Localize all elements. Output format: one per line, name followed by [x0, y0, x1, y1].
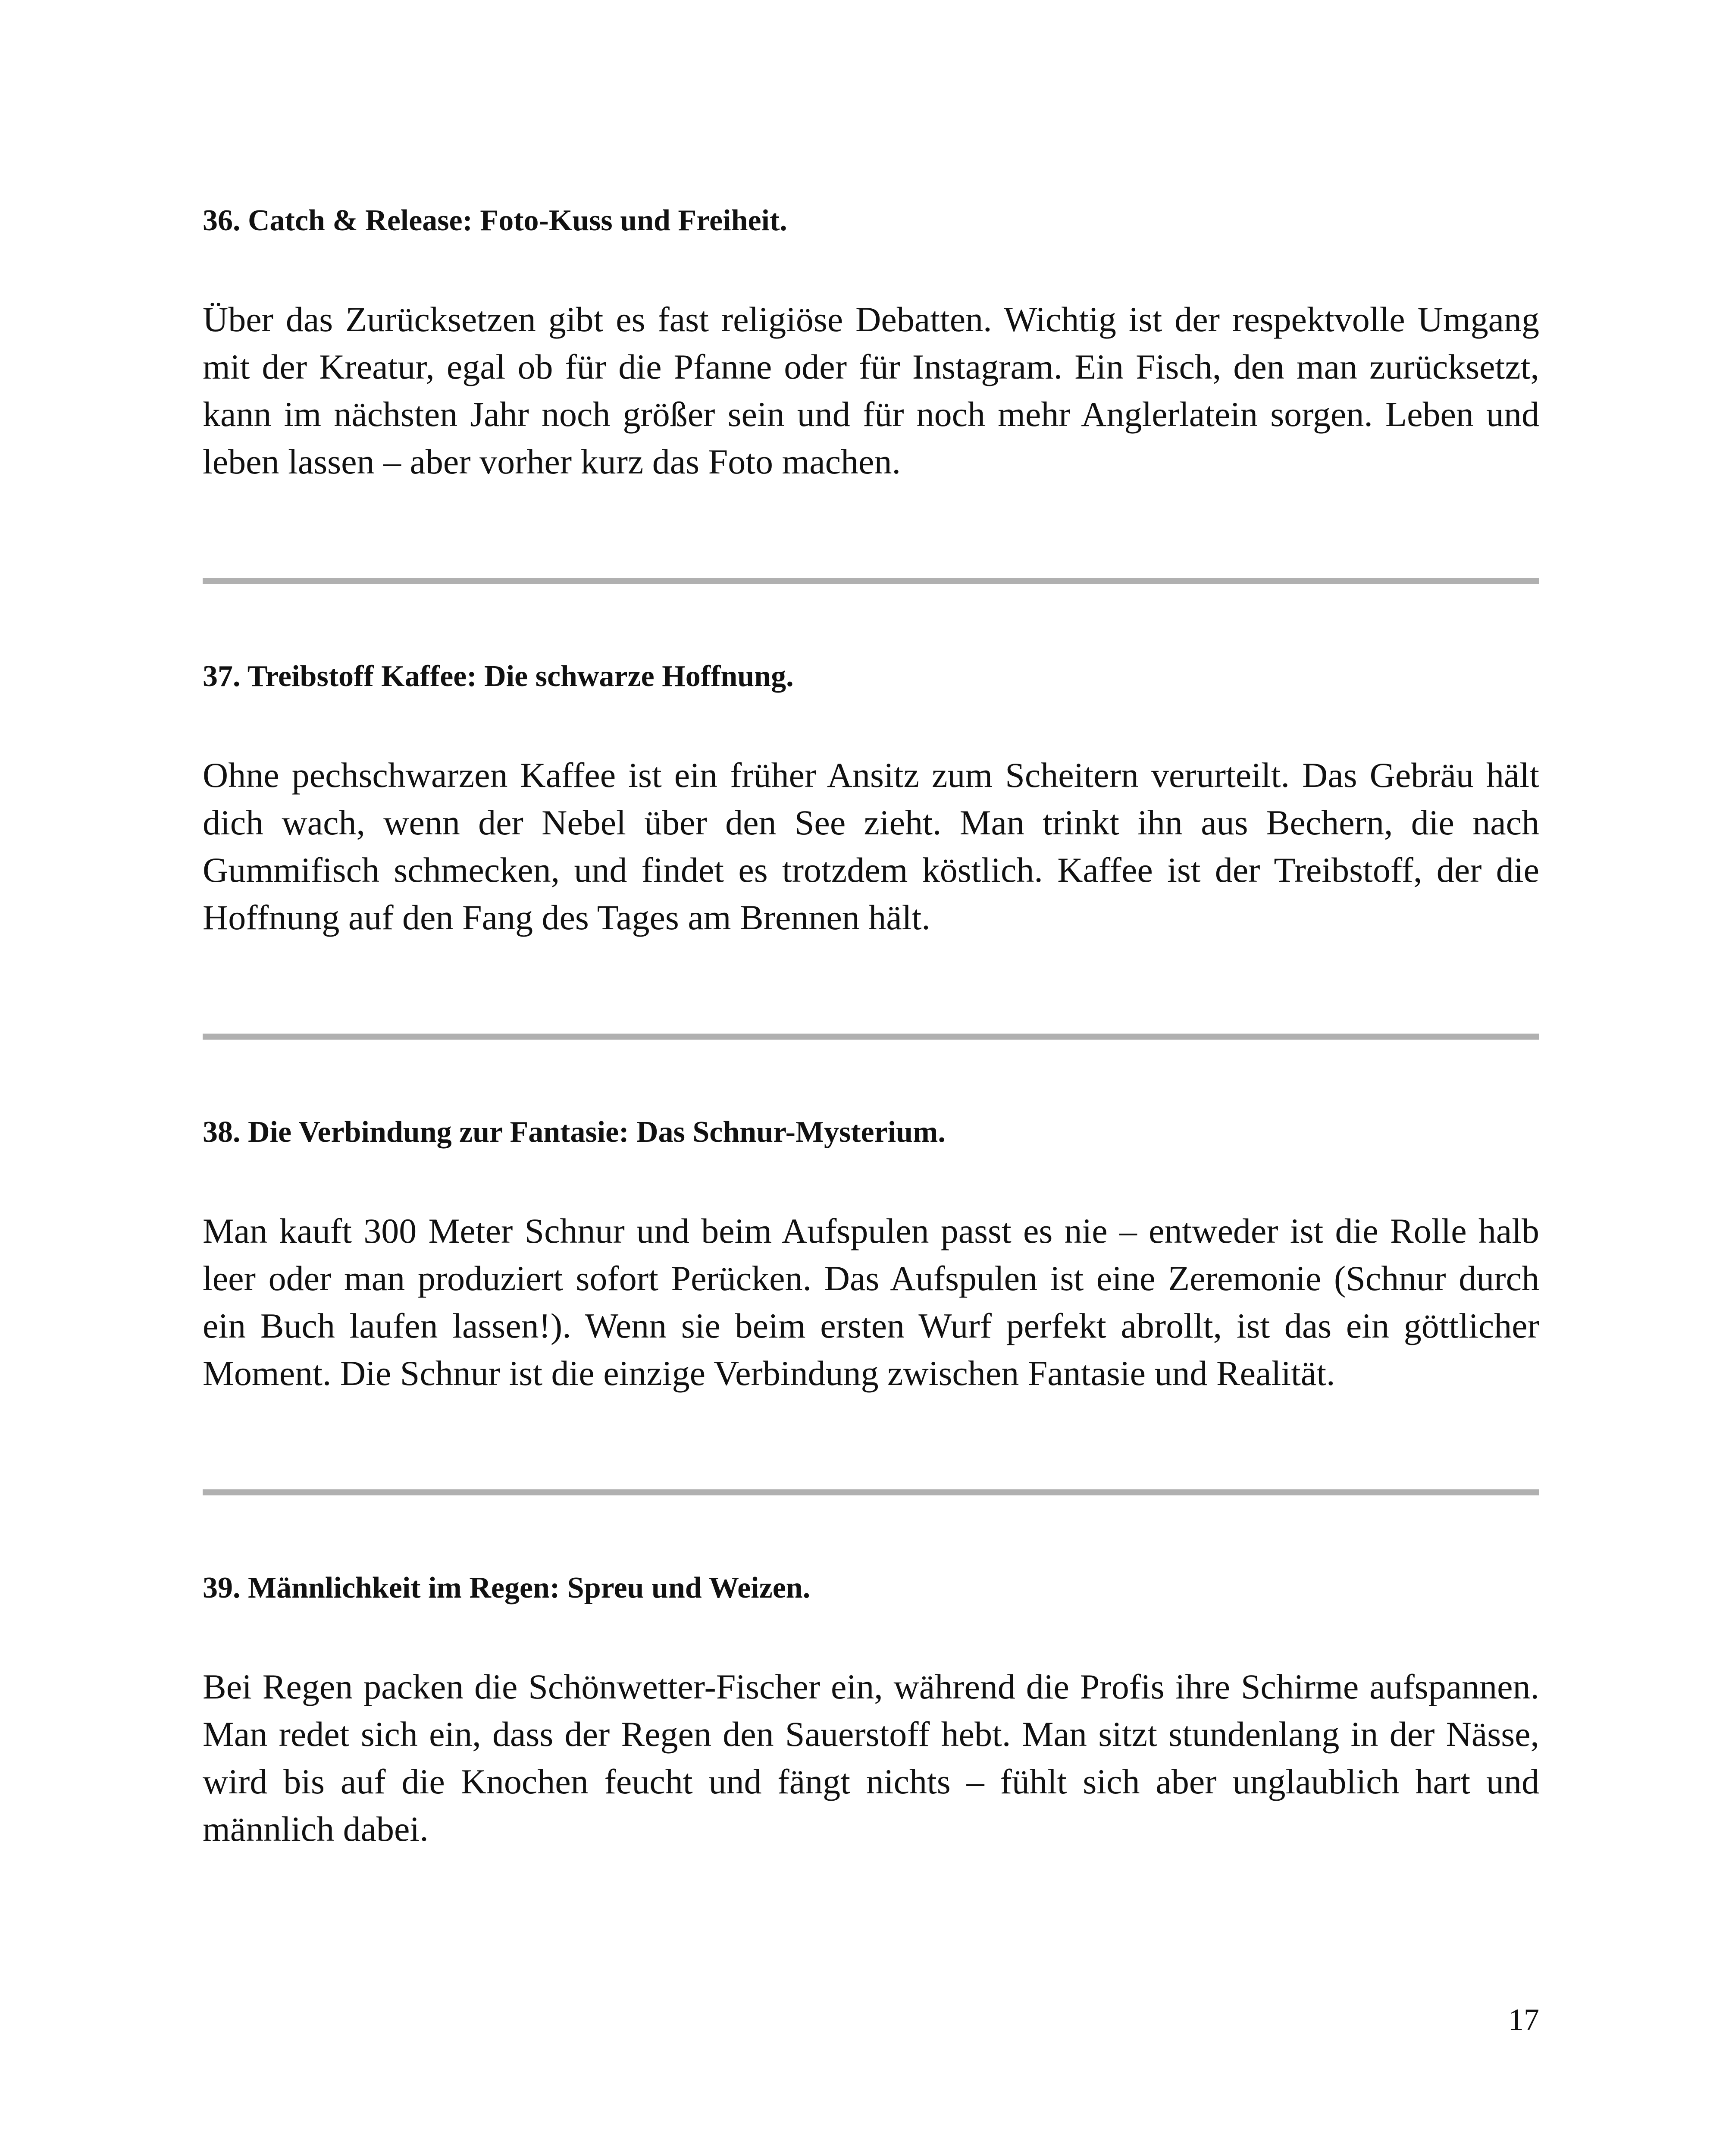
section-title: 38. Die Verbindung zur Fantasie: Das Schnur-Mysterium.	[203, 1116, 946, 1149]
section-38	[203, 1114, 1539, 1397]
page-number: 17	[1508, 2002, 1539, 2037]
section-divider	[203, 1489, 1539, 1495]
section-body: Bei Regen packen die Schönwetter-Fischer ein, während die Profis ihre Schirme aufspannen. Man redet sich ein, dass der Regen den Sauerstoff hebt. Man sitzt stundenlang in der Nässe, wird bis auf die Knochen feucht und fängt nichts – fühlt sich aber unglaublich hart und männlich dabei.	[203, 1667, 1539, 1849]
section-title: 37. Treibstoff Kaffee: Die schwarze Hoffnung.	[203, 660, 794, 693]
section-divider	[203, 578, 1539, 584]
section-body: Man kauft 300 Meter Schnur und beim Aufspulen passt es nie – entweder ist die Rolle halb leer oder man produziert sofort Perücken. Das Aufspulen ist eine Zeremonie (Schnur durch ein Buch laufen lassen!). Wenn sie beim ersten Wurf perfekt abrollt, ist das ein göttlicher Moment. Die Schnur ist die einzige Verbindung zwischen Fantasie und Realität.	[203, 1211, 1539, 1393]
section-36	[203, 203, 1539, 486]
section-body: Ohne pechschwarzen Kaffee ist ein früher Ansitz zum Scheitern verurteilt. Das Gebräu hält dich wach, wenn der Nebel über den See zieht. Man trinkt ihn aus Bechern, die nach Gummifisch schmecken, und findet es trotzdem köstlich. Kaffee ist der Treibstoff, der die Hoffnung auf den Fang des Tages am Brennen hält.	[203, 755, 1539, 937]
section-body: Über das Zurücksetzen gibt es fast religiöse Debatten. Wichtig ist der respektvolle Umgang mit der Kreatur, egal ob für die Pfanne oder für Instagram. Ein Fisch, den man zurücksetzt, kann im nächsten Jahr noch größer sein und für noch mehr Anglerlatein sorgen. Leben und leben lassen – aber vorher kurz das Foto machen.	[203, 300, 1539, 481]
section-divider	[203, 1034, 1539, 1040]
section-title: 36. Catch & Release: Foto-Kuss und Freiheit.	[203, 204, 787, 237]
section-37	[203, 658, 1539, 941]
section-title: 39. Männlichkeit im Regen: Spreu und Weizen.	[203, 1571, 811, 1604]
document-page	[203, 203, 1539, 1853]
section-39	[203, 1570, 1539, 1853]
